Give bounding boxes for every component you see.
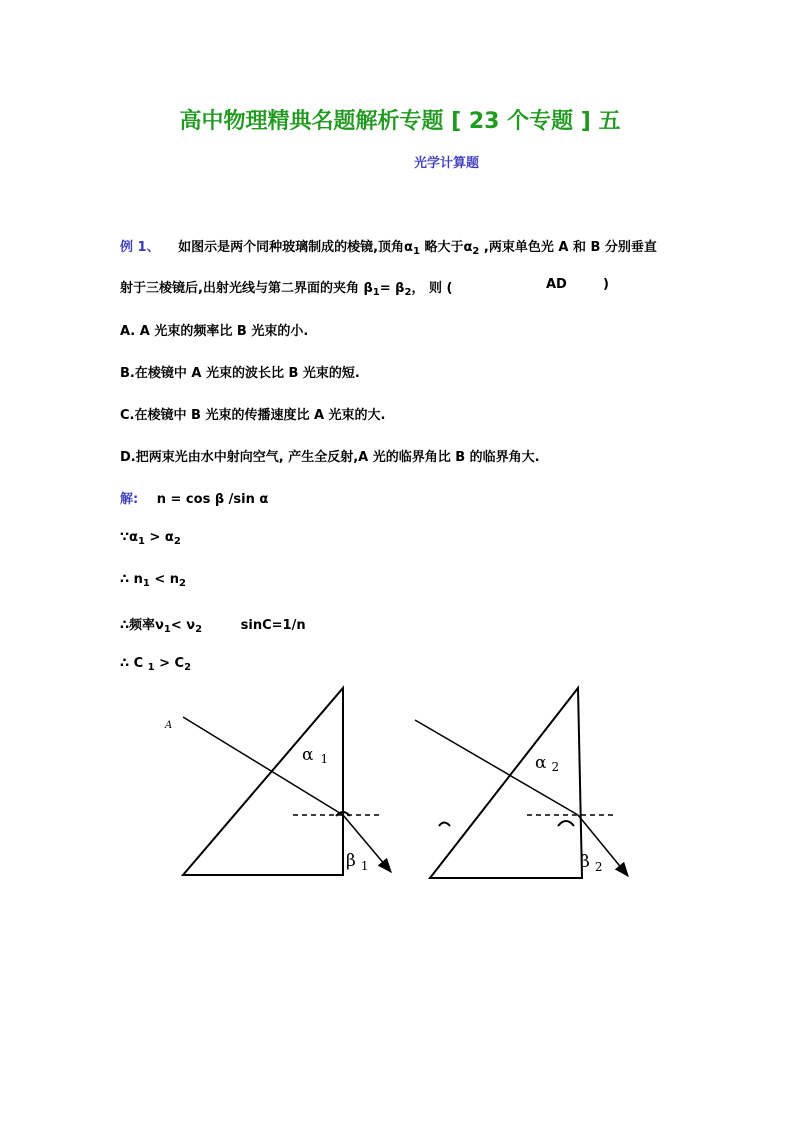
- step4-sub2: 2: [184, 662, 192, 673]
- option-b: B.在棱镜中 A 光束的波长比 B 光束的短.: [120, 366, 360, 381]
- step4-mid: > C: [154, 656, 185, 671]
- page-subtitle: 光学计算题: [414, 156, 480, 171]
- page-title: 高中物理精典名题解析专题 [ 23 个专题 ] 五: [179, 109, 621, 134]
- step3-pre: ∴频率ν: [120, 618, 164, 633]
- left-edge-mark: [439, 823, 450, 827]
- problem-stem-b: 略大于α: [419, 240, 473, 255]
- right-beta-label: β $_2$: [580, 852, 603, 874]
- right-alpha-label: α 2: [535, 753, 560, 774]
- step1-sub1: 1: [137, 536, 145, 547]
- solution-label: 解:: [120, 492, 139, 507]
- option-a: A. A 光束的频率比 B 光束的小.: [120, 324, 309, 339]
- answer-text: AD: [546, 277, 567, 292]
- alpha-1-sub: 1: [412, 246, 420, 257]
- problem-label: 例 1、: [120, 240, 160, 255]
- step4-pre: ∴ C: [120, 656, 148, 671]
- left-alpha-label: α 1: [302, 745, 329, 766]
- left-incident-ray: [183, 717, 343, 815]
- step3-mid: < ν: [170, 618, 196, 633]
- answer-close-paren: ): [603, 277, 609, 292]
- beta-2-sub: 2: [404, 287, 412, 298]
- problem-stem-c: ,两束单色光 A 和 B 分别垂直: [479, 240, 657, 255]
- left-ray-label: A: [165, 720, 173, 731]
- step2-sub2: 2: [179, 578, 186, 589]
- beta-1-sub: 1: [372, 287, 380, 298]
- problem-line2-b: = β: [379, 281, 405, 296]
- problem-line2-a: 射于三棱镜后,出射光线与第二界面的夹角 β: [120, 281, 373, 296]
- option-d: D.把两束光由水中射向空气, 产生全反射,A 光的临界角比 B 的临界角大.: [120, 450, 540, 465]
- right-prism: [430, 688, 582, 878]
- solution-formula: n = cos β /sin α: [156, 492, 269, 507]
- left-beta-label: β $_1$: [346, 851, 369, 873]
- left-prism: [183, 688, 343, 875]
- step2-pre: ∴ n: [120, 572, 143, 587]
- problem-line2-c: ， 则 (: [411, 281, 453, 296]
- alpha-2-sub: 2: [472, 246, 480, 257]
- step1-mid: > α: [144, 530, 174, 545]
- problem-stem-a: 如图示是两个同种玻璃制成的棱镜,顶角α: [178, 240, 413, 255]
- option-c: C.在棱镜中 B 光束的传播速度比 A 光束的大.: [120, 408, 386, 423]
- step3-sub1: 1: [163, 624, 171, 635]
- step3-sub2: 2: [195, 624, 203, 635]
- step3-extra: sinC=1/n: [240, 618, 306, 633]
- step2-sub1: 1: [142, 578, 150, 589]
- step1-pre: ∵α: [120, 530, 138, 545]
- step4-sub1: 1: [147, 662, 155, 673]
- step1-sub2: 2: [173, 536, 181, 547]
- right-angle-arc: [558, 821, 574, 826]
- step2-mid: < n: [149, 572, 179, 587]
